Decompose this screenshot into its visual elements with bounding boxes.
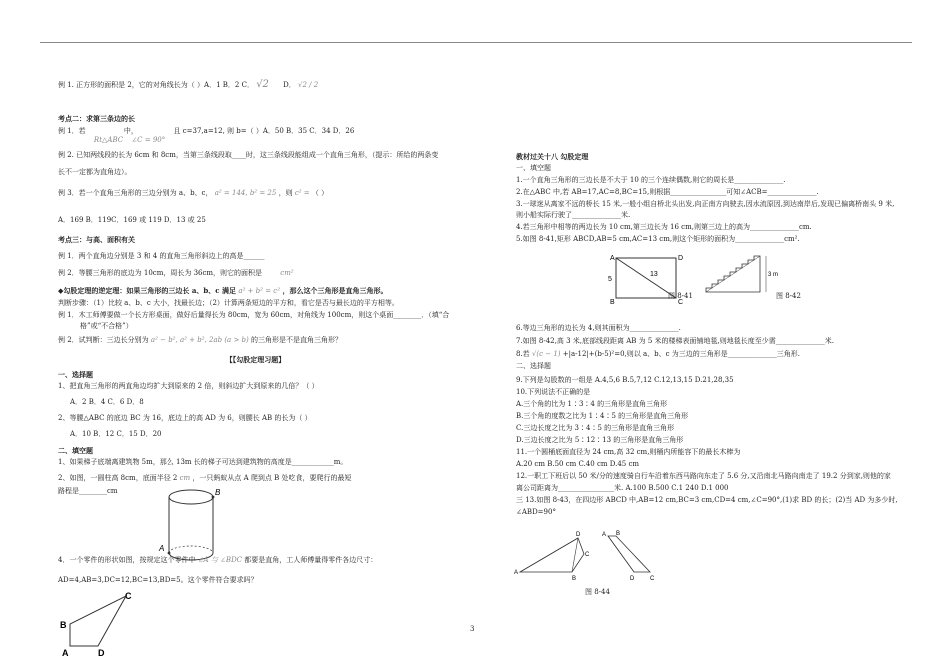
fill-question-1: 1、如果梯子底端离建筑物 5m，那么 13m 长的梯子可达到建筑物的高度是____________m。	[58, 458, 348, 466]
question-13-cont: ∠ABD=90°	[516, 508, 556, 516]
vertex-label-d: D	[630, 576, 635, 582]
question-3: 3.一球迷从离家不远的桥长 15 米,一般小组自桥北头出发,向正南方向驶去,因水流原因,到达南岸后,发现已偏离桥南头 9 米,	[516, 200, 895, 208]
kd2-example-3	[58, 189, 453, 198]
question-12-cont: 离公司距离为________________米. A.100 B.500 C.1 240 D.1 000	[516, 484, 729, 492]
text: 且 c=37,a=12, 则 b=（ ）A．50 B．35 C．34 D．26	[173, 127, 355, 135]
text: 的三角形是不是直角三角形？	[251, 336, 342, 344]
option-label: D．	[283, 81, 296, 89]
section-heading: 考点三：与高、面积有关	[58, 235, 135, 244]
diagonal-length: 13	[650, 271, 658, 278]
text: AD=4,AB=3,DC=12,BC=13,BD=5。这个零件符合要求吗？	[58, 576, 258, 584]
kd3-example-1: 例 1．两个直角边分别是 3 和 4 的直角三角形斜边上的高是______	[58, 252, 265, 260]
fill-question-4	[58, 556, 458, 585]
vertex-label-a: A	[514, 570, 519, 576]
option-b: B.三个角的度数之比为 1∶4∶5 的三角形是直角三角形	[516, 412, 689, 420]
question-4: 4.若三角形中相等的两边长为 10 cm,第三边长为 16 cm,则第三边上的高为______________cm.	[516, 223, 812, 231]
kd2-example-2: 例 2. 已知两线段的长为 6cm 和 8cm，当第三条线段取____时，这三条线段能组成一个直角三角形，（提示：所给的两条变	[58, 151, 439, 159]
options: A．10 B．12 C．15 D．20	[70, 430, 162, 438]
section-heading: 二、填空题	[58, 446, 93, 455]
text: 中，	[123, 127, 138, 135]
vertex-label-c: C	[650, 576, 655, 582]
fill-question-2	[58, 474, 453, 483]
text: 2、如图，一圆柱高 8cm，底面半径 2	[58, 474, 178, 482]
rectangle-figure	[606, 252, 690, 312]
vertex-label-d: D	[678, 255, 684, 262]
option-d: D.三边长度之比为 5∶12∶13 的三角形是直角三角形	[516, 436, 684, 444]
choice-question-1: 1、把直角三角形的两直角边均扩大到原来的 2 倍，则斜边扩大到原来的几倍？（ ）	[58, 382, 319, 390]
page-number: 3	[470, 625, 475, 633]
vertex-label-c: C	[585, 552, 590, 558]
question-5: 5.如图 8-41,矩形 ABCD,AB=5 cm,AC=13 cm,则这个矩形的面积为______________cm².	[516, 235, 800, 243]
header-rule	[40, 42, 912, 43]
formula: c² =	[294, 189, 310, 197]
text: 例 1．若	[58, 127, 86, 135]
vertex-label-c: C	[125, 591, 132, 601]
converse-example-1: 例 1．木工师傅要做一个长方形桌面，做好后量得长为 80cm，宽为 60cm，对角线为 100cm，则这个桌面________．（填“合	[58, 311, 450, 319]
text: 例 2．等腰三角形的底边为 10cm，周长为 36cm，则它的面积是	[58, 269, 263, 277]
unit: cm	[179, 474, 191, 482]
right-column	[516, 152, 895, 244]
option-a: A.三个角的比为 1∶3∶4 的三角形是直角三角形	[516, 400, 668, 408]
text: ◆勾股定理的逆定理：如果三角形的三边长 a、b、c 满足	[58, 286, 236, 295]
text: 8.若	[516, 350, 530, 358]
text: 都要是直角，工人师傅量得零件各边尺寸：	[244, 556, 378, 564]
converse-example-1-cont: 格”或“不合格”）	[80, 322, 133, 330]
options: A.20 cm B.50 cm C.40 cm D.45 cm	[516, 460, 640, 468]
vertex-label-b: B	[610, 299, 615, 306]
formula: ∠A 与 ∠BDC	[197, 556, 243, 564]
section-heading: 一、填空题	[516, 164, 551, 172]
question-10: 10.下列说法不正确的是	[516, 388, 591, 396]
stair-height: 3 m	[768, 272, 779, 278]
unit: cm²	[280, 269, 294, 277]
question-3-cont: 则小船实际行驶了______________米.	[516, 211, 631, 219]
section-heading: 一、选择题	[58, 370, 93, 379]
quadrilateral-figures	[512, 528, 662, 584]
figure-caption-41: 图 8-41	[668, 292, 693, 300]
staircase-figure	[700, 250, 780, 298]
fill-question-2-cont: 路程是________cm	[58, 487, 118, 495]
options: A．169 B．119C．169 或 119 D．13 或 25	[58, 216, 206, 224]
vertex-label-a: A	[62, 648, 69, 658]
vertex-label-b: B	[572, 576, 577, 582]
question-8	[516, 350, 886, 359]
page-title: 教材过关十八 勾股定理	[516, 152, 589, 161]
text: 例 3．若一个直角三角形的三边分别为 a、b、c，	[58, 189, 213, 197]
text: （ ）	[311, 189, 329, 197]
text: ，则	[278, 189, 293, 197]
vertex-label-d: D	[576, 532, 581, 538]
formula: √2	[256, 79, 269, 90]
point-label-b: B	[215, 488, 221, 497]
right-column-cont	[516, 324, 898, 517]
kd2-example-1	[58, 127, 453, 145]
question-11: 11.一个圆桶底面直径为 24 cm,高 32 cm,则桶内所能容下的最长木棒为	[516, 448, 741, 456]
quadrilateral-figure	[58, 588, 148, 658]
formula: ∠C = 90°	[131, 136, 166, 144]
kd2-example-2-cont: 长不一定都为直角边）。	[58, 168, 132, 176]
question-7: 7.如图 8-42,高 3 米,底部线段距离 AB 为 5 米的楼梯表面铺地毯,则地毯长度至少需______________米.	[516, 337, 834, 345]
vertex-label-b: B	[616, 531, 621, 537]
kd3-example-2	[58, 269, 453, 278]
text: 例 2．试判断：三边长分别为	[58, 336, 149, 344]
options: A．2 B．4 C．6 D．8	[70, 398, 144, 406]
vertex-label-b: B	[60, 620, 67, 630]
formula: a² − b², a² + b², 2ab (a > b)	[150, 336, 249, 344]
formula: Rt△ABC	[93, 136, 124, 144]
text: +|a-12|+(b-5)²=0,则以 a、b、c 为三边的三角形是______________三角形.	[562, 350, 801, 358]
question-text: 例 1. 正方形的面积是 2，它的对角线长为（ ）A．1 B．2 C．	[58, 81, 254, 89]
question-13: 三 13.如图 8-43，在四边形 ABCD 中,AB=12 cm,BC=3 cm,CD=4 cm,∠C=90°,(1)求 BD 的长；(2)当 AD 为多少时,	[516, 496, 898, 504]
vertex-label-a: A	[602, 532, 607, 538]
formula: √(c − 1)	[531, 350, 561, 358]
converse-example-2	[58, 336, 453, 345]
judgement-steps: 判断步骤：（1）比较 a、b、c 大小，找最长边；（2）计算两条短边的平方和，看它是否与最长边的平方相等。	[58, 299, 399, 307]
point-label-a: A	[159, 544, 165, 553]
vertex-label-c: C	[678, 299, 684, 306]
formula: √2 / 2	[298, 81, 319, 89]
option-c: C.三边长度之比为 3∶4∶5 的三角形是直角三角形	[516, 424, 675, 432]
question-9: 9.下列是勾股数的一组是 A.4,5,6 B.5,7,12 C.12,13,15 D.21,28,35	[516, 376, 734, 384]
text: 4．一个零件的形状如图，按规定这个零件中	[58, 556, 196, 564]
example-1	[58, 80, 453, 90]
question-2: 2.在△ABC 中,若 AB=17,AC=8,BC=15,则根据________________可知∠ACB=______________.	[516, 188, 819, 196]
figure-caption-44: 图 8-44	[585, 588, 610, 596]
practice-title: 【【勾股定理习题】	[225, 355, 286, 364]
question-6: 6.等边三角形的边长为 4,则其面积为______________.	[516, 324, 681, 332]
figure-caption-42: 图 8-42	[776, 292, 801, 300]
left-column	[58, 80, 453, 496]
vertex-label-a: A	[610, 255, 615, 262]
vertex-label-d: D	[98, 648, 105, 658]
formula-block	[94, 127, 165, 145]
text: ，那么这个三角形是直角三角形。	[282, 286, 388, 295]
section-heading: 二、选择题	[516, 362, 551, 370]
choice-question-2: 2、等腰△ABC 的底边 BC 为 16，底边上的高 AD 为 6，则腰长 AB 的长为（ ）	[58, 414, 312, 422]
side-length: 5	[608, 276, 612, 283]
text: ，一只蚂蚁从点 A 爬到点 B 处吃食，要爬行的最短	[192, 474, 352, 482]
section-heading: 考点二：求第三条边的长	[58, 114, 135, 123]
formula: a² = 144, b² = 25	[214, 189, 277, 197]
question-1: 1.一个直角三角形的三边长是不大于 10 的三个连续偶数,则它的周长是______________.	[516, 176, 786, 184]
converse-theorem	[58, 286, 453, 296]
question-12: 12.一职工下班后以 50 米/分的速度骑自行车沿着东西马路向东走了 5.6 分,又沿南北马路向南走了 19.2 分到家,则他的家	[516, 472, 891, 480]
formula: a² + b² = c²	[238, 287, 281, 295]
